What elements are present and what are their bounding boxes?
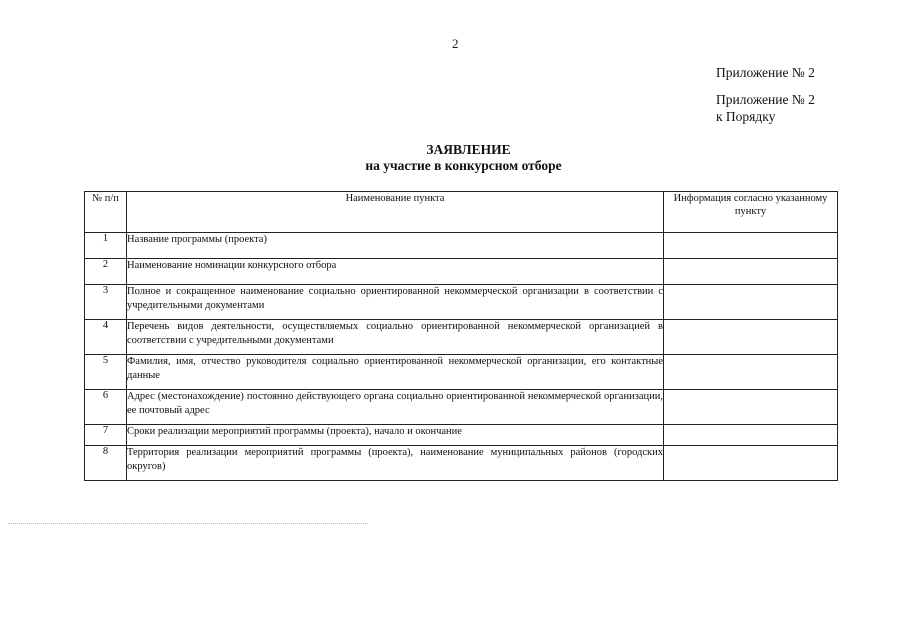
row-number: 1 [85,233,127,259]
title-heading: ЗАЯВЛЕНИЕ [426,142,511,157]
table-row [85,320,838,355]
row-item-name: Адрес (местонахождение) постоянно действующего органа социально ориентированной некоммерческой организации, ее почтовый адрес [127,390,664,425]
row-information-cell[interactable] [664,259,838,285]
table-row [85,390,838,425]
appendix-block [716,64,815,125]
header-number: № п/п [85,192,127,233]
row-information-cell[interactable] [664,390,838,425]
row-information-cell[interactable] [664,355,838,390]
row-information-cell[interactable] [664,425,838,446]
row-information-cell[interactable] [664,285,838,320]
table-row [85,446,838,481]
row-item-name: Название программы (проекта) [127,233,664,259]
scan-artifact-line [8,523,368,524]
row-number: 7 [85,425,127,446]
row-number: 2 [85,259,127,285]
row-number: 5 [85,355,127,390]
table-row [85,355,838,390]
row-number: 6 [85,390,127,425]
table-row [85,259,838,285]
row-item-name: Сроки реализации мероприятий программы (проекта), начало и окончание [127,425,664,446]
table-row [85,285,838,320]
appendix-reference: к Порядку [716,109,776,124]
row-item-name: Территория реализации мероприятий программы (проекта), наименование муниципальных районов (городских округов) [127,446,664,481]
table-header-row [85,192,838,233]
row-information-cell[interactable] [664,233,838,259]
row-number: 4 [85,320,127,355]
row-number: 8 [85,446,127,481]
row-number: 3 [85,285,127,320]
table-row [85,425,838,446]
appendix-label-repeat: Приложение № 2 [716,92,815,107]
title-subheading: на участие в конкурсном отборе [365,158,562,173]
row-item-name: Наименование номинации конкурсного отбора [127,259,664,285]
row-information-cell[interactable] [664,446,838,481]
row-item-name: Фамилия, имя, отчество руководителя социально ориентированной некоммерческой организации, его контактные данные [127,355,664,390]
row-information-cell[interactable] [664,320,838,355]
header-information: Информация согласно указанному пункту [664,192,838,233]
document-title [0,142,905,174]
row-item-name: Полное и сокращенное наименование социально ориентированной некоммерческой организации в соответствии с учредительными документами [127,285,664,320]
appendix-label: Приложение № 2 [716,65,815,80]
header-item-name: Наименование пункта [127,192,664,233]
page-number: 2 [452,36,459,51]
application-form-table [84,191,838,481]
row-item-name: Перечень видов деятельности, осуществляемых социально ориентированной некоммерческой организацией в соответствии с учредительными документами [127,320,664,355]
table-row [85,233,838,259]
